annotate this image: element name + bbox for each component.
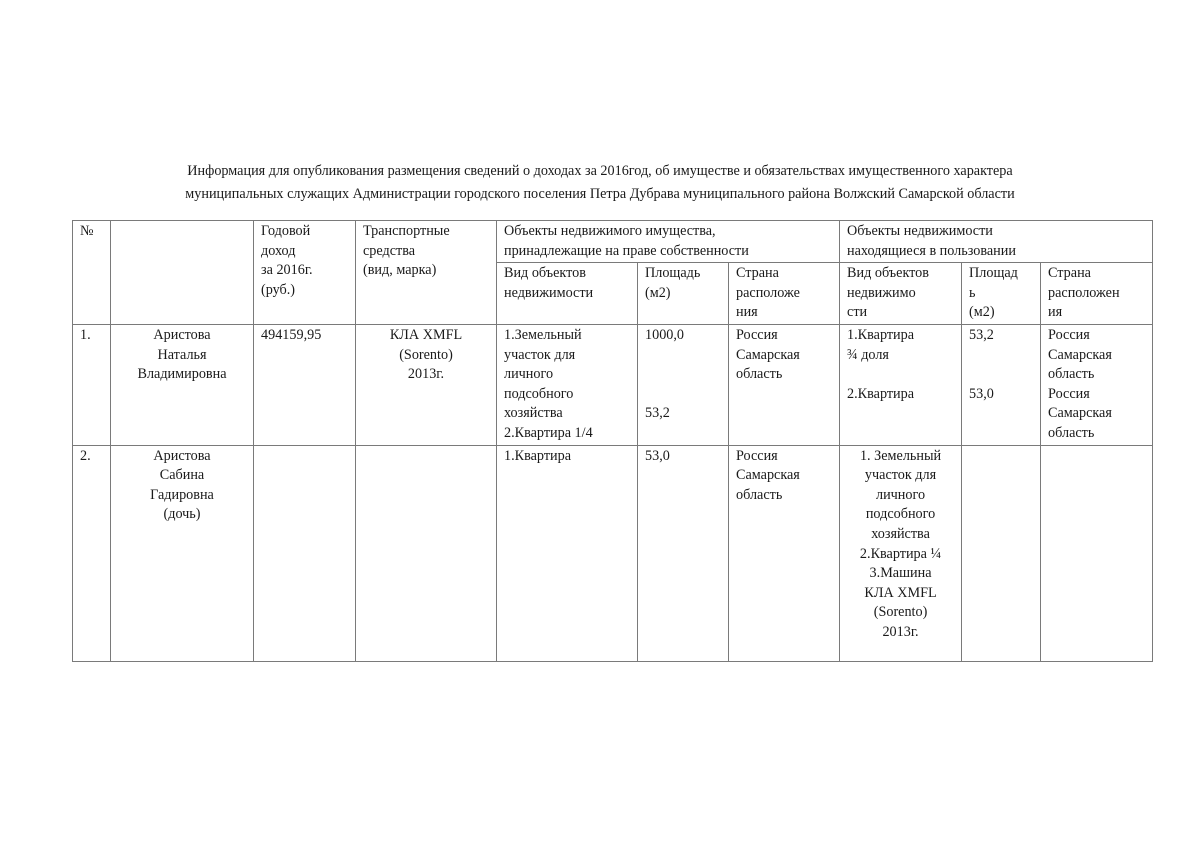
header-transport: Транспортные средства (вид, марка)	[356, 221, 497, 325]
header-used-country: Страна расположен ия	[1041, 263, 1153, 325]
row-transport: КЛА XMFL (Sorento) 2013г.	[356, 324, 497, 445]
used-area-value-2: 53,0	[969, 385, 994, 402]
page-title	[0, 160, 1200, 206]
header-owned-country: Страна расположе ния	[729, 263, 840, 325]
row-used-country	[1041, 445, 1153, 661]
row-used-area	[962, 445, 1041, 661]
row-owned-type: 1.Квартира	[497, 445, 638, 661]
used-type-item-1: 1.Квартира ¾ доля	[847, 326, 915, 363]
used-type-item-2: 2.Квартира	[847, 385, 915, 402]
header-used-area: Площад ь (м2)	[962, 263, 1041, 325]
row-name: Аристова Наталья Владимировна	[111, 324, 254, 445]
row-used-type	[840, 324, 962, 445]
header-row-1	[73, 221, 1153, 263]
row-name: Аристова Сабина Гадировна (дочь)	[111, 445, 254, 661]
header-num: №	[73, 221, 111, 325]
header-name	[111, 221, 254, 325]
row-transport	[356, 445, 497, 661]
table-row	[73, 324, 1153, 445]
row-num: 2.	[73, 445, 111, 661]
row-income	[254, 445, 356, 661]
header-income: Годовой доход за 2016г. (руб.)	[254, 221, 356, 325]
header-owned-area: Площадь (м2)	[638, 263, 729, 325]
row-used-area	[962, 324, 1041, 445]
row-owned-area	[638, 324, 729, 445]
owned-area-value-1: 1000,0	[645, 326, 685, 343]
header-owned-type: Вид объектов недвижимости	[497, 263, 638, 325]
title-line-1: Информация для опубликования размещения сведений о доходах за 2016год, об имуществе и обязательствах имущественного характера	[187, 163, 1013, 179]
row-used-type: 1. Земельный участок для личного подсобного хозяйства 2.Квартира ¼ 3.Машина КЛА XMFL (Sorento) 2013г.	[840, 445, 962, 661]
table-row	[73, 445, 1153, 661]
row-owned-area: 53,0	[638, 445, 729, 661]
declaration-table	[72, 220, 1153, 662]
row-num: 1.	[73, 324, 111, 445]
header-owned-group: Объекты недвижимого имущества, принадлежащие на праве собственности	[497, 221, 840, 263]
owned-area-value-2: 53,2	[645, 404, 670, 421]
used-area-value-1: 53,2	[969, 326, 994, 343]
row-owned-country: Россия Самарская область	[729, 324, 840, 445]
row-owned-country: Россия Самарская область	[729, 445, 840, 661]
title-line-2: муниципальных служащих Администрации городского поселения Петра Дубрава муниципального района Волжский Самарской области	[185, 186, 1015, 202]
header-used-type: Вид объектов недвижимо сти	[840, 263, 962, 325]
row-used-country: Россия Самарская область Россия Самарская область	[1041, 324, 1153, 445]
row-owned-type: 1.Земельный участок для личного подсобного хозяйства 2.Квартира 1/4	[497, 324, 638, 445]
row-income: 494159,95	[254, 324, 356, 445]
header-used-group: Объекты недвижимости находящиеся в пользовании	[840, 221, 1153, 263]
